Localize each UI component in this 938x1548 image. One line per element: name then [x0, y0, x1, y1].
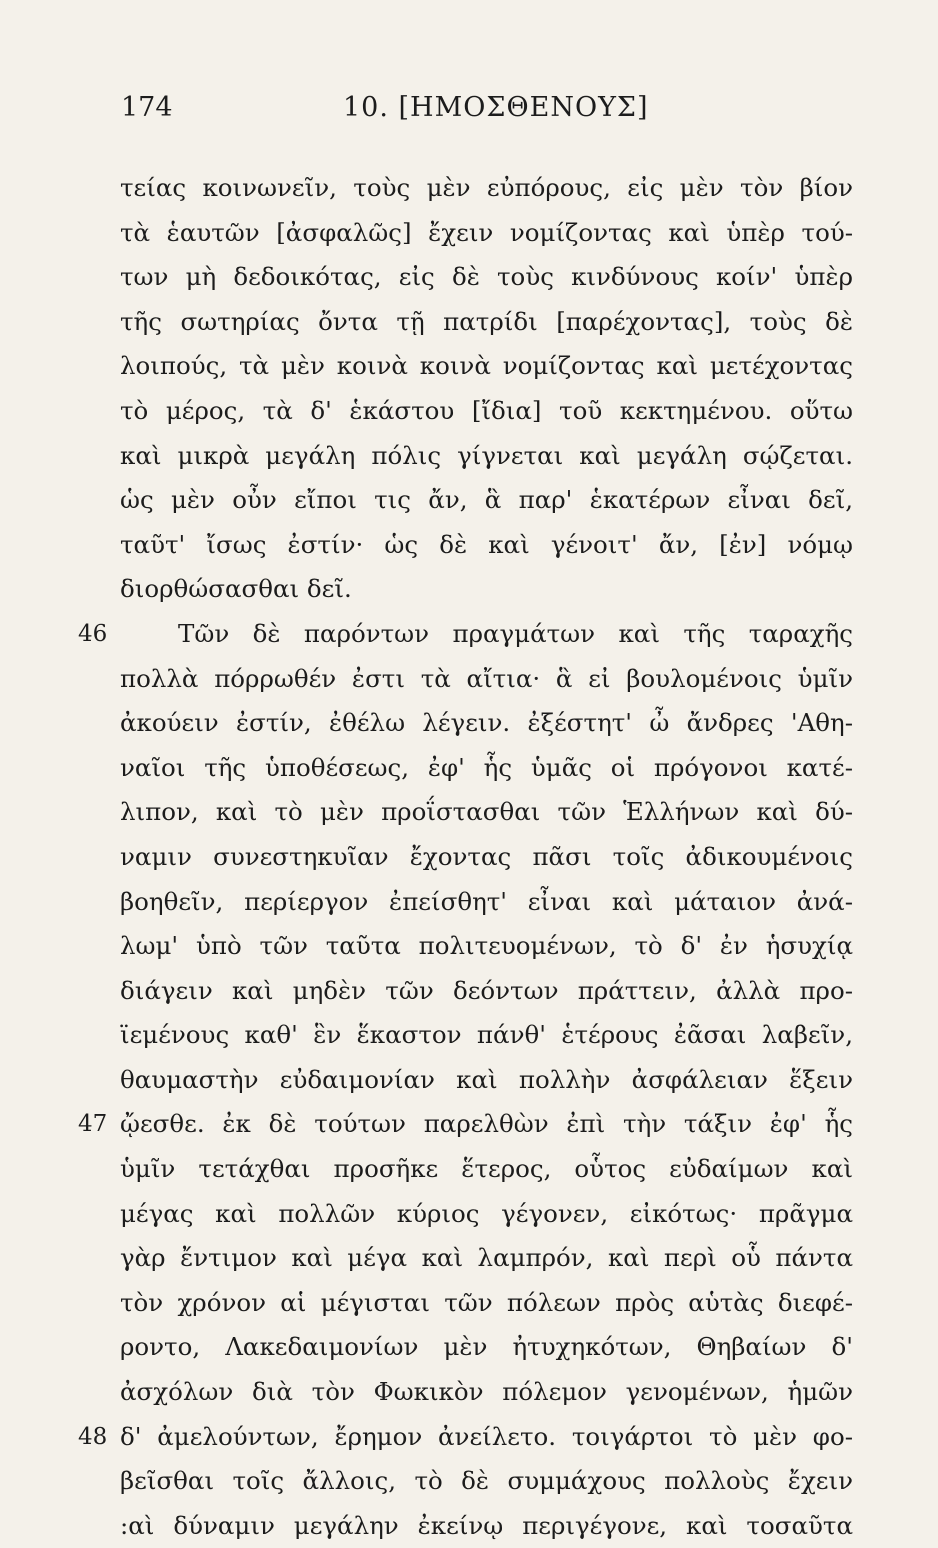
text-line-content: των μὴ δεδοικότας, εἰς δὲ τοὺς κινδύνους κοίν' ὑπὲρ: [120, 262, 853, 292]
text-line: [120, 434, 853, 479]
section-number: 48: [78, 1423, 108, 1450]
text-line-content: γὰρ ἔντιμον καὶ μέγα καὶ λαμπρόν, καὶ περὶ οὗ πάντα: [120, 1243, 853, 1273]
text-line-content: πολλὰ πόρρωθέν ἐστι τὰ αἴτια· ἃ εἰ βουλομένοις ὑμῖν: [120, 663, 853, 693]
text-line-content: ὑμῖν τετάχθαι προσῆκε ἕτερος, οὗτος εὐδαίμων καὶ: [120, 1154, 853, 1184]
text-line-content: μέγας καὶ πολλῶν κύριος γέγονεν, εἰκότως· πρᾶγμα: [120, 1198, 853, 1228]
text-line: [120, 255, 853, 300]
text-line: [120, 1325, 853, 1370]
text-line-content: ὡς μὲν οὖν εἴποι τις ἄν, ἃ παρ' ἑκατέρων εἶναι δεῖ,: [120, 485, 853, 515]
text-line: [120, 1236, 853, 1281]
text-line: [120, 790, 853, 835]
section-number: 46: [78, 620, 108, 647]
text-line-content: βοηθεῖν, περίεργον ἐπείσθητ' εἶναι καὶ μάταιον ἀνά-: [120, 886, 853, 916]
text-line-content: ϊεμένους καθ' ἓν ἕκαστον πάνθ' ἑτέρους ἐᾶσαι λαβεῖν,: [120, 1020, 853, 1050]
text-line-content: τῆς σωτηρίας ὄντα τῇ πατρίδι [παρέχοντας], τοὺς δὲ: [120, 306, 853, 336]
text-line-content: ροντο, Λακεδαιμονίων μὲν ἠτυχηκότων, Θηβαίων δ': [120, 1332, 853, 1362]
text-line-content: ἀσχόλων διὰ τὸν Φωκικὸν πόλεμον γενομένων, ἡμῶν: [120, 1377, 853, 1407]
text-line-content: διορθώσασθαι δεῖ.: [120, 574, 352, 604]
text-line: [120, 166, 853, 211]
text-line-content: θαυμαστὴν εὐδαιμονίαν καὶ πολλὴν ἀσφάλειαν ἕξειν: [120, 1064, 853, 1094]
text-line-content: ταῦτ' ἴσως ἐστίν· ὡς δὲ καὶ γένοιτ' ἄν, [ἐν] νόμῳ: [120, 529, 853, 559]
text-line-content: βεῖσθαι τοῖς ἄλλοις, τὸ δὲ συμμάχους πολλοὺς ἔχειν: [120, 1466, 853, 1496]
text-line: [120, 657, 853, 702]
text-line-content: διάγειν καὶ μηδὲν τῶν δεόντων πράττειν, ἀλλὰ προ-: [120, 975, 853, 1005]
text-line-content: λοιπούς, τὰ μὲν κοινὰ κοινὰ νομίζοντας καὶ μετέχοντας: [120, 351, 853, 381]
text-line-content: λιπον, καὶ τὸ μὲν προΐστασθαι τῶν Ἑλλήνων καὶ δύ-: [120, 797, 853, 827]
text-line-content: καὶ μικρὰ μεγάλη πόλις γίγνεται καὶ μεγάλη σῴζεται.: [120, 440, 853, 470]
text-line: [120, 523, 853, 568]
text-line: [120, 880, 853, 925]
text-line: [120, 211, 853, 256]
text-line: [120, 1281, 853, 1326]
text-line: [120, 746, 853, 791]
text-line-content: ναμιν συνεστηκυῖαν ἔχοντας πᾶσι τοῖς ἀδικουμένοις: [120, 841, 853, 871]
text-line: [120, 969, 853, 1014]
section-number: 47: [78, 1111, 108, 1138]
text-line: [120, 701, 853, 746]
greek-text-body: [78, 166, 853, 1548]
text-line-content: Τῶν δὲ παρόντων πραγμάτων καὶ τῆς ταραχῆς: [178, 618, 853, 648]
text-line-content: ναῖοι τῆς ὑποθέσεως, ἐφ' ἧς ὑμᾶς οἱ πρόγονοι κατέ-: [120, 752, 853, 782]
text-line-content: ἀκούειν ἐστίν, ἐθέλω λέγειν. ἐξέστητ' ὦ ἄνδρες 'Αθη-: [120, 708, 853, 738]
text-line-content: λωμ' ὑπὸ τῶν ταῦτα πολιτευομένων, τὸ δ' ἐν ἡσυχίᾳ: [120, 931, 853, 961]
text-line-content: ᾤεσθε. ἐκ δὲ τούτων παρελθὼν ἐπὶ τὴν τάξιν ἐφ' ἧς: [120, 1109, 853, 1139]
text-line-content: τὸ μέρος, τὰ δ' ἑκάστου [ἴδια] τοῦ κεκτημένου. οὕτω: [120, 395, 853, 425]
text-line: [120, 389, 853, 434]
text-line: [120, 344, 853, 389]
text-line: [120, 1192, 853, 1237]
text-line: [78, 1102, 853, 1147]
text-line-content: τὰ ἑαυτῶν [ἀσφαλῶς] ἔχειν νομίζοντας καὶ ὑπὲρ τού-: [120, 217, 853, 247]
text-line: [120, 567, 853, 612]
text-line: [120, 478, 853, 523]
text-line-content: :αὶ δύναμιν μεγάλην ἐκείνῳ περιγέγονε, καὶ τοσαῦτα: [120, 1510, 853, 1540]
text-line: [78, 1415, 853, 1460]
text-line: [120, 1370, 853, 1415]
text-line: [120, 1147, 853, 1192]
text-line: [120, 1504, 853, 1548]
page-number: 174: [121, 92, 173, 123]
text-line: [120, 835, 853, 880]
page-header: [0, 92, 938, 132]
text-line: [120, 1459, 853, 1504]
text-line: [120, 924, 853, 969]
running-title: 10. [ΗΜΟΣΘΕΝΟΥΣ]: [343, 92, 649, 123]
text-line-content: δ' ἀμελούντων, ἔρημον ἀνείλετο. τοιγάρτοι τὸ μὲν φο-: [120, 1421, 853, 1451]
text-line-content: τὸν χρόνον αἱ μέγισται τῶν πόλεων πρὸς αὑτὰς διεφέ-: [120, 1287, 853, 1317]
text-line-content: τείας κοινωνεῖν, τοὺς μὲν εὐπόρους, εἰς μὲν τὸν βίον: [120, 173, 853, 202]
text-line: [78, 612, 853, 657]
text-line: [120, 1058, 853, 1103]
text-line: [120, 300, 853, 345]
text-line: [120, 1013, 853, 1058]
